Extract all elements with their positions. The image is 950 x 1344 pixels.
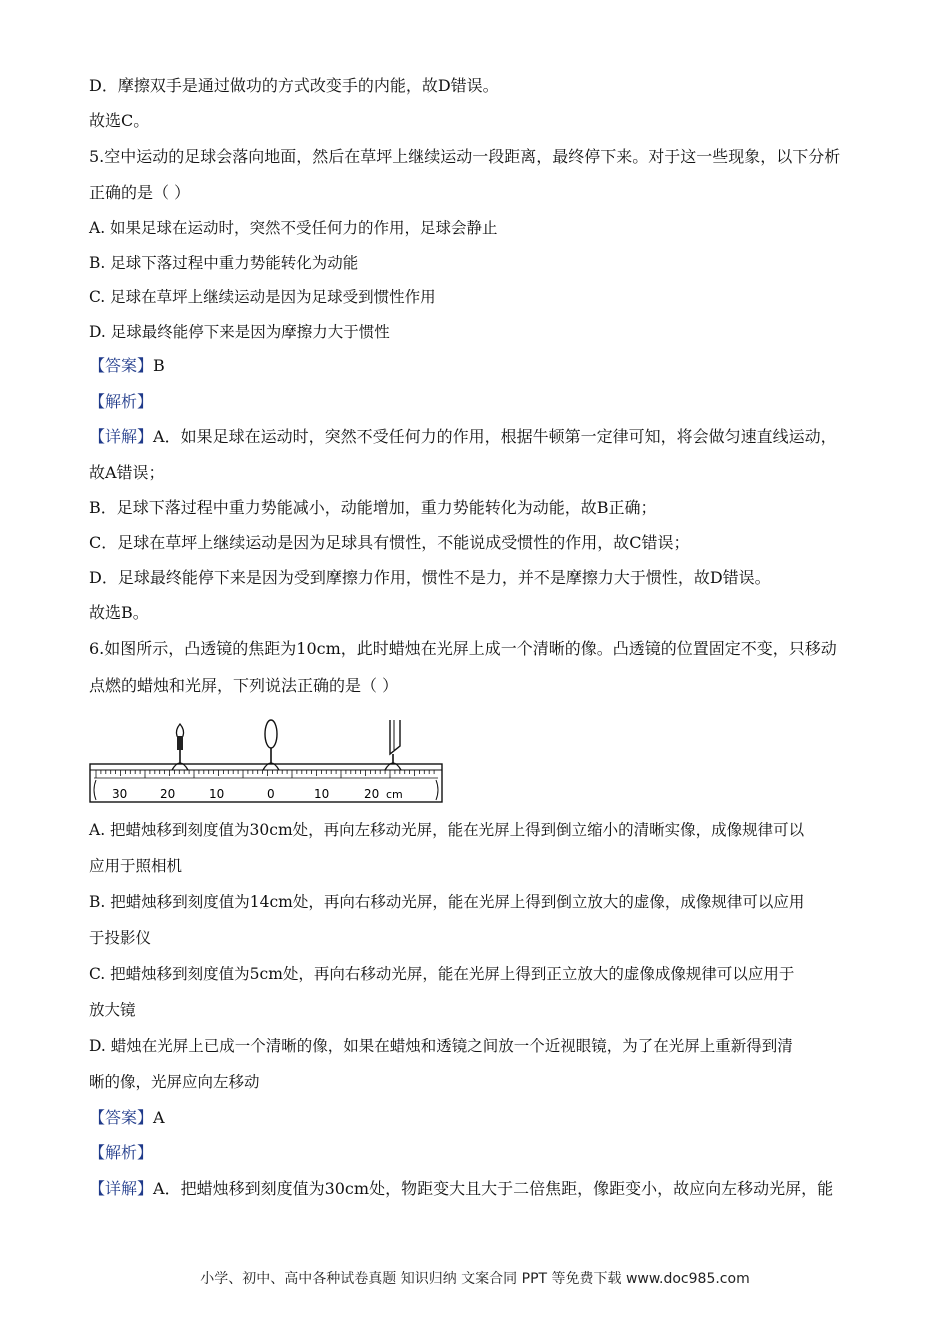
ruler-label-0: 0 — [267, 787, 275, 801]
q5-detail-line-5: D．足球最终能停下来是因为受到摩擦力作用，惯性不是力，并不是摩擦力大于惯性，故D错误。 — [89, 568, 771, 587]
ruler-left-cap — [94, 780, 96, 800]
lens-icon — [265, 720, 277, 748]
convex-lens — [263, 720, 279, 770]
q6-detail-tag: 【详解】 — [89, 1179, 154, 1198]
ruler-label-20-right: 20 — [364, 787, 380, 801]
ruler-ticks — [96, 770, 434, 778]
q5-stem-line-1: 5.空中运动的足球会落向地面，然后在草坪上继续运动一段距离，最终停下来。对于这一些现象，以下分析 — [89, 147, 841, 166]
q6-option-d-line-2: 晰的像，光屏应向左移动 — [89, 1073, 260, 1091]
q5-choice: 故选B。 — [89, 603, 149, 622]
q5-detail-line-1: 【详解】A．如果足球在运动时，突然不受任何力的作用，根据牛顿第一定律可知，将会做匀速直线运动， — [89, 427, 837, 446]
q5-answer-value: B — [153, 356, 165, 375]
q4-option-d-conclusion: D．摩擦双手是通过做功的方式改变手的内能，故D错误。 — [89, 76, 499, 95]
q6-option-a-line-1: A. 把蜡烛移到刻度值为30cm处，再向左移动光屏，能在光屏上得到倒立缩小的清晰实像，成像规律可以 — [89, 821, 805, 839]
light-screen — [385, 720, 401, 770]
q5-option-d: D. 足球最终能停下来是因为摩擦力大于惯性 — [89, 323, 390, 341]
q6-stem-line-2: 点燃的蜡烛和光屏，下列说法正确的是（ ） — [89, 676, 399, 695]
q6-answer-value: A — [153, 1108, 165, 1127]
q5-option-a: A. 如果足球在运动时，突然不受任何力的作用，足球会静止 — [89, 219, 498, 237]
optical-bench-figure — [88, 718, 444, 806]
q6-analysis-tag: 【解析】 — [89, 1143, 154, 1162]
q6-answer-tag: 【答案】 — [89, 1108, 154, 1127]
q5-detail-line-4: C．足球在草坪上继续运动是因为足球具有惯性，不能说成受惯性的作用，故C错误； — [89, 533, 690, 552]
ruler-right-cap — [436, 780, 438, 800]
q5-option-b: B. 足球下落过程中重力势能转化为动能 — [89, 254, 359, 272]
q5-answer — [89, 356, 165, 376]
q6-option-b-line-2: 于投影仪 — [89, 929, 152, 947]
page-footer: 小学、初中、高中各种试卷真题 知识归纳 文案合同 PPT 等免费下载 www.doc985.com — [200, 1271, 750, 1287]
q6-option-a-line-2: 应用于照相机 — [89, 857, 183, 875]
q6-answer — [89, 1108, 165, 1128]
candle — [172, 724, 188, 770]
q6-option-c-line-1: C. 把蜡烛移到刻度值为5cm处，再向右移动光屏，能在光屏上得到正立放大的虚像成像规律可以应用于 — [89, 965, 795, 983]
q6-option-b-line-1: B. 把蜡烛移到刻度值为14cm处，再向右移动光屏，能在光屏上得到倒立放大的虚像，成像规律可以应用 — [89, 893, 805, 911]
q6-option-d-line-1: D. 蜡烛在光屏上已成一个清晰的像，如果在蜡烛和透镜之间放一个近视眼镜，为了在光屏上重新得到清 — [89, 1037, 793, 1055]
q5-detail-line-3: B．足球下落过程中重力势能减小，动能增加，重力势能转化为动能，故B正确； — [89, 498, 657, 517]
q5-stem-line-2: 正确的是（ ） — [89, 183, 191, 202]
ruler-label-30: 30 — [112, 787, 128, 801]
q5-detail-line-2: 故A错误； — [89, 463, 165, 482]
ruler-label-20: 20 — [160, 787, 176, 801]
q6-option-c-line-2: 放大镜 — [89, 1001, 136, 1019]
ruler-label-10-left: 10 — [209, 787, 225, 801]
candle-body — [177, 736, 183, 750]
q5-answer-tag: 【答案】 — [89, 356, 154, 375]
ruler-unit: cm — [386, 788, 403, 801]
candle-flame-icon — [176, 724, 183, 738]
q5-option-c: C. 足球在草坪上继续运动是因为足球受到惯性作用 — [89, 288, 436, 306]
q5-analysis-tag: 【解析】 — [89, 392, 154, 411]
q6-detail-line-1: 【详解】A．把蜡烛移到刻度值为30cm处，物距变大且大于二倍焦距，像距变小，故应向左移动光屏，能 — [89, 1179, 834, 1198]
screen-panel — [390, 720, 400, 754]
q4-choice: 故选C。 — [89, 111, 150, 130]
q5-detail-tag: 【详解】 — [89, 427, 154, 446]
ruler-label-10-right: 10 — [314, 787, 330, 801]
q6-stem-line-1: 6.如图所示，凸透镜的焦距为10cm，此时蜡烛在光屏上成一个清晰的像。凸透镜的位置固定不变，只移动 — [89, 639, 837, 658]
